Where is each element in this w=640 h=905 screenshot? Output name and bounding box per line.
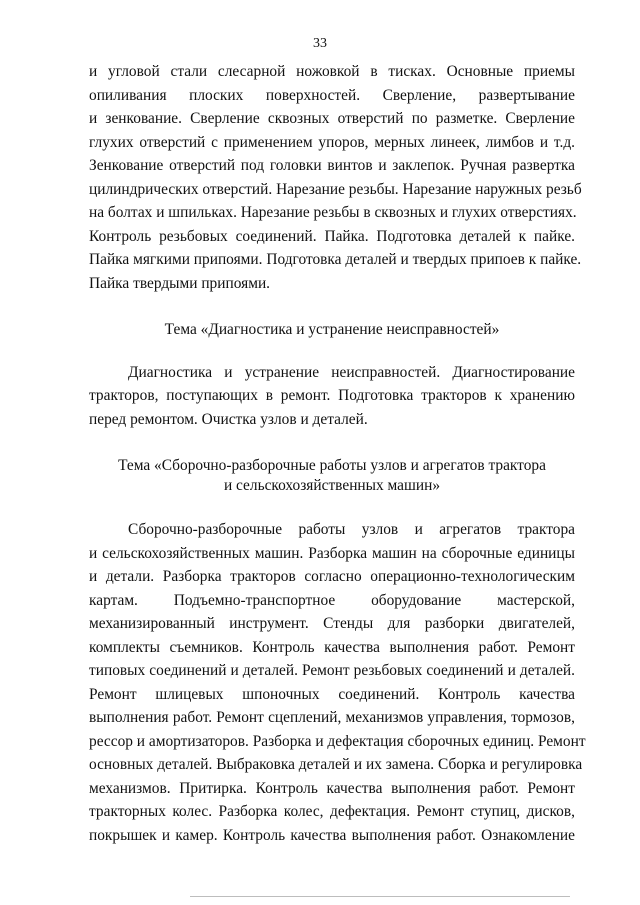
- text-line: опиливания плоских поверхностей. Сверление, развертывание: [89, 86, 575, 104]
- paragraph-1: [89, 60, 582, 295]
- spacer: [89, 495, 575, 518]
- text-line: и детали. Разборка тракторов согласно операционно-технологическим: [89, 568, 575, 585]
- text-line: тракторных колес. Разборка колес, дефектация. Ремонт ступиц, дисков,: [89, 803, 575, 820]
- page-number: 33: [313, 36, 327, 51]
- text-line: Зенкование отверстий под головки винтов и заклепок. Ручная развертка: [89, 157, 575, 174]
- heading-line: Тема «Сборочно-разборочные работы узлов и агрегатов трактора: [118, 457, 546, 474]
- paragraph-2: [89, 361, 575, 432]
- text-line: Контроль резьбовых соединений. Пайка. Подготовка деталей к пайке.: [89, 227, 575, 245]
- section-heading-assembly: [89, 456, 575, 495]
- text-line: и зенкование. Сверление сквозных отверстий по разметке. Сверление: [89, 110, 575, 127]
- heading-line: и сельскохозяйственных машин»: [223, 476, 441, 494]
- text-line: Сборочно-разборочные работы узлов и агрегатов трактора: [128, 521, 575, 538]
- text-line: основных деталей. Выбраковка деталей и их замена. Сборка и регулировка: [89, 756, 583, 773]
- text-line: и угловой стали слесарной ножовкой в тисках. Основные приемы: [89, 63, 575, 80]
- spacer: [89, 431, 575, 456]
- text-line: механизированный инструмент. Стенды для разборки двигателей,: [89, 615, 575, 632]
- text-line: Ремонт шлицевых шпоночных соединений. Контроль качества: [89, 685, 575, 703]
- scan-edge-line: [190, 896, 570, 897]
- text-line: на болтах и шпильках. Нарезание резьбы в сквозных и глухих отверстиях.: [89, 204, 577, 221]
- paragraph-3: [89, 518, 586, 847]
- text-line: типовых соединений и деталей. Ремонт резьбовых соединений и деталей.: [89, 662, 575, 679]
- text-line: покрышек и камер. Контроль качества выполнения работ. Ознакомление: [89, 826, 575, 844]
- spacer: [89, 295, 575, 320]
- text-line: картам. Подъемно-транспортное оборудование мастерской,: [89, 591, 575, 609]
- text-line: механизмов. Притирка. Контроль качества выполнения работ. Ремонт: [89, 779, 575, 797]
- section-heading-diagnostics: Тема «Диагностика и устранение неисправностей»: [164, 321, 500, 338]
- spacer: [89, 340, 575, 361]
- text-line: комплекты съемников. Контроль качества выполнения работ. Ремонт: [89, 638, 575, 656]
- text-line: Диагностика и устранение неисправностей. Диагностирование: [128, 363, 575, 381]
- text-line: выполнения работ. Ремонт сцеплений, механизмов управления, тормозов,: [89, 709, 575, 726]
- text-line: и сельскохозяйственных машин. Разборка машин на сборочные единицы: [89, 544, 575, 562]
- text-line: цилиндрических отверстий. Нарезание резьбы. Нарезание наружных резьб: [89, 180, 582, 198]
- text-line: Пайка твердыми припоями.: [89, 274, 271, 292]
- text-line: рессор и амортизаторов. Разборка и дефектация сборочных единиц. Ремонт: [89, 732, 586, 750]
- text-line: Пайка мягкими припоями. Подготовка деталей и твердых припоев к пайке.: [89, 251, 582, 268]
- text-line: глухих отверстий с применением упоров, мерных линеек, лимбов и т.д.: [89, 133, 575, 151]
- text-line: тракторов, поступающих в ремонт. Подготовка тракторов к хранению: [89, 387, 575, 404]
- text-line: перед ремонтом. Очистка узлов и деталей.: [89, 410, 368, 428]
- page-content: [89, 60, 586, 847]
